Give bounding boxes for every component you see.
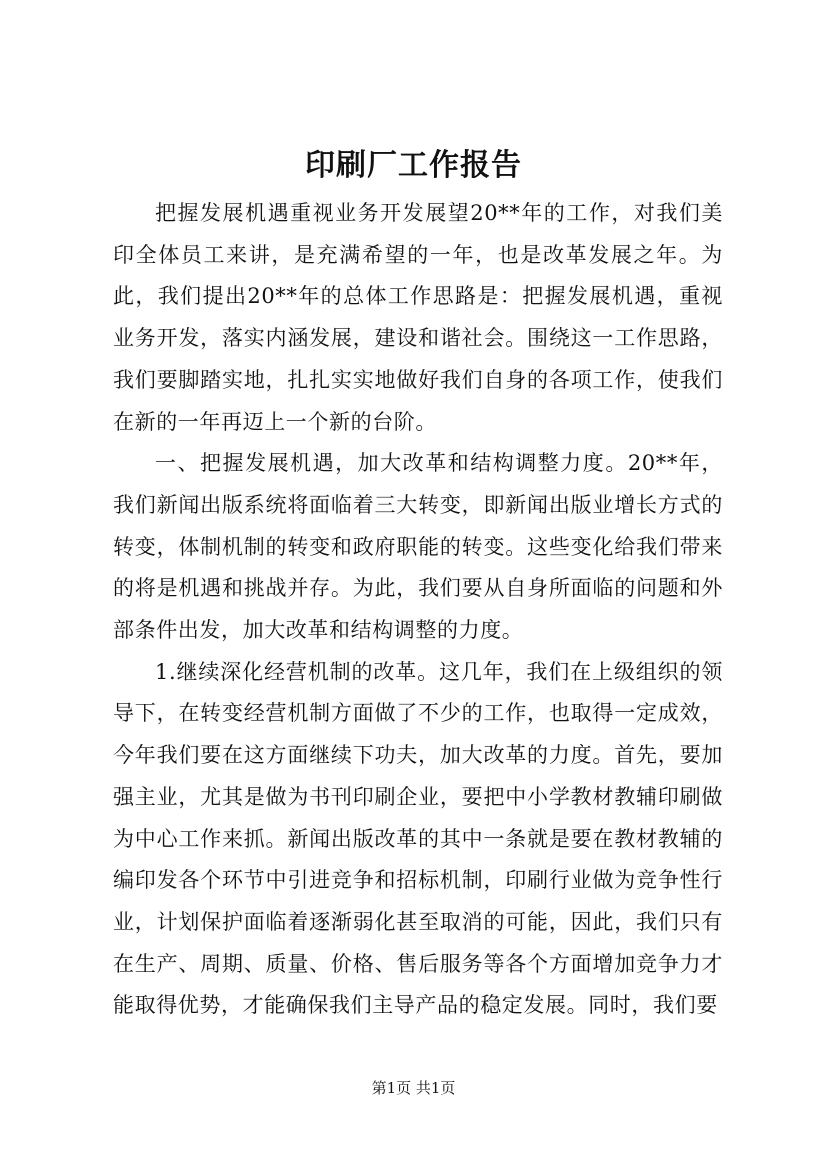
paragraph-intro: 把握发展机遇重视业务开发展望20**年的工作，对我们美印全体员工来讲，是充满希望的一年，也是改革发展之年。为此，我们提出20**年的总体工作思路是：把握发展机遇，重视业务开发，落实内涵发展，建设和谐社会。围绕这一工作思路，我们要脚踏实地，扎扎实实地做好我们自身的各项工作，使我们在新的一年再迈上一个新的台阶。 xyxy=(113,201,723,434)
paragraph-item-1: 1.继续深化经营机制的改革。这几年，我们在上级组织的领导下，在转变经营机制方面做了不少的工作，也取得一定成效，今年我们要在这方面继续下功夫，加大改革的力度。首先，要加强主业，尤其是做为书刊印刷企业，要把中小学教材教辅印刷做为中心工作来抓。新闻出版改革的其中一条就是要在教材教辅的编印发各个环节中引进竞争和招标机制，印刷行业做为竞争性行业，计划保护面临着逐渐弱化甚至取消的可能，因此，我们只有在生产、周期、质量、价格、售后服务等各个方面增加竞争力才能取得优势，才能确保我们主导产品的稳定发展。同时，我们要 xyxy=(113,659,723,1018)
paragraph-section-1: 一、把握发展机遇，加大改革和结构调整力度。20**年，我们新闻出版系统将面临着三大转变，即新闻出版业增长方式的转变，体制机制的转变和政府职能的转变。这些变化给我们带来的将是机遇和挑战并存。为此，我们要从自身所面临的问题和外部条件出发，加大改革和结构调整的力度。 xyxy=(113,451,723,643)
page-footer: 第1页 共1页 xyxy=(371,1079,456,1097)
document-body xyxy=(113,193,723,1027)
document-title: 印刷厂工作报告 xyxy=(305,148,522,183)
